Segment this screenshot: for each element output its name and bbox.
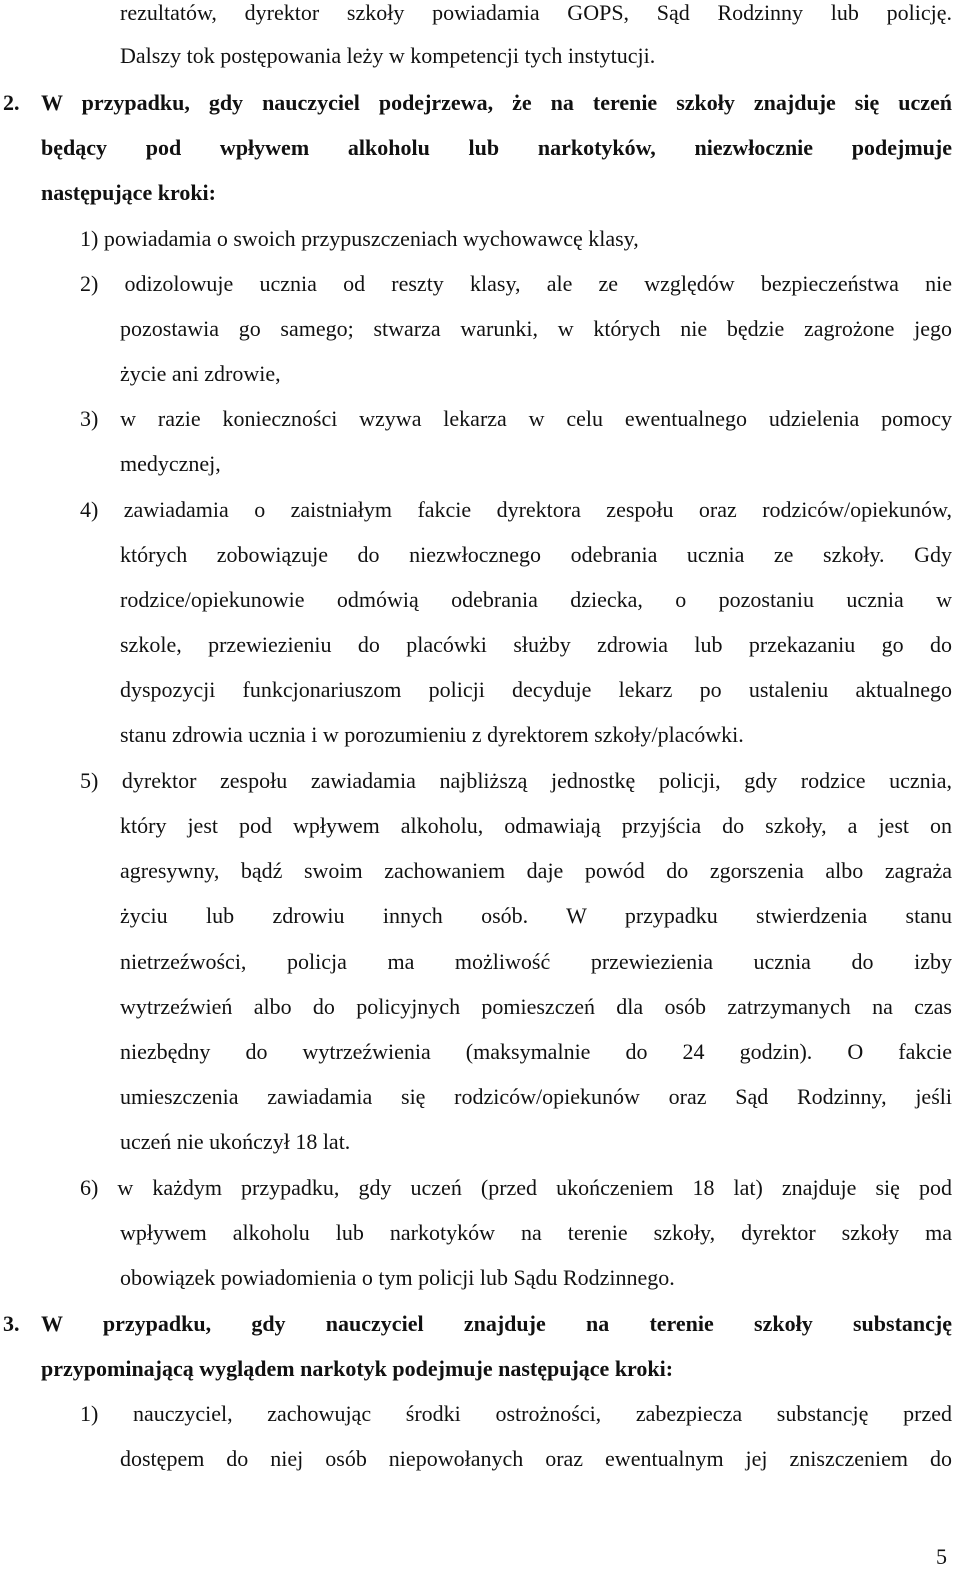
section-number: 3. [3,1311,20,1336]
list-item-line: 3) w razie konieczności wzywa lekarza w celu ewentualnego udzielenia pomocy [80,406,952,431]
list-item-line: 1) nauczyciel, zachowując środki ostrożności, zabezpiecza substancję przed [80,1401,952,1426]
list-item-line: dyspozycji funkcjonariuszom policji decyduje lekarz po ustaleniu aktualnego [120,677,952,702]
list-item-line: agresywny, bądź swoim zachowaniem daje powód do zgorszenia albo zagraża [120,858,952,883]
list-item-line: niezbędny do wytrzeźwienia (maksymalnie do 24 godzin). O fakcie [120,1039,952,1064]
list-item-line: wpływem alkoholu lub narkotyków na terenie szkoły, dyrektor szkoły ma [120,1220,952,1245]
list-item-line: umieszczenia zawiadamia się rodziców/opiekunów oraz Sąd Rodzinny, jeśli [120,1084,952,1109]
list-item-line: 6) w każdym przypadku, gdy uczeń (przed ukończeniem 18 lat) znajduje się pod [80,1175,952,1200]
list-item-line: który jest pod wpływem alkoholu, odmawiają przyjścia do szkoły, a jest on [120,813,952,838]
list-item-line: 1) powiadamia o swoich przypuszczeniach wychowawcę klasy, [80,226,639,251]
list-item-line: których zobowiązuje do niezwłocznego odebrania ucznia ze szkoły. Gdy [120,542,952,567]
text-line: rezultatów, dyrektor szkoły powiadamia GOPS, Sąd Rodzinny lub policję. [120,0,952,25]
list-item-line: stanu zdrowia ucznia i w porozumieniu z dyrektorem szkoły/placówki. [120,722,744,747]
list-item-line: dostępem do niej osób niepowołanych oraz ewentualnym jej zniszczeniem do [120,1446,952,1471]
list-item-line: wytrzeźwień albo do policyjnych pomieszczeń dla osób zatrzymanych na czas [120,994,952,1019]
list-item-line: życiu lub zdrowiu innych osób. W przypadku stwierdzenia stanu [120,903,952,928]
list-item-line: obowiązek powiadomienia o tym policji lub Sądu Rodzinnego. [120,1265,675,1290]
section-heading-line: następujące kroki: [41,180,216,205]
list-item-line: życie ani zdrowie, [120,361,281,386]
list-item-line: uczeń nie ukończył 18 lat. [120,1129,351,1154]
page-number: 5 [936,1544,947,1569]
text-line: Dalszy tok postępowania leży w kompetencji tych instytucji. [120,43,656,68]
list-item-line: pozostawia go samego; stwarza warunki, w których nie będzie zagrożone jego [120,316,952,341]
section-heading-line: przypominającą wyglądem narkotyk podejmuje następujące kroki: [41,1356,674,1381]
list-item-line: szkole, przewiezieniu do placówki służby zdrowia lub przekazaniu go do [120,632,952,657]
list-item-line: rodzice/opiekunowie odmówią odebrania dziecka, o pozostaniu ucznia w [120,587,952,612]
list-item-line: 2) odizolowuje ucznia od reszty klasy, ale ze względów bezpieczeństwa nie [80,271,952,296]
section-heading-line: W przypadku, gdy nauczyciel podejrzewa, że na terenie szkoły znajduje się uczeń [41,90,952,115]
section-heading-line: będący pod wpływem alkoholu lub narkotyków, niezwłocznie podejmuje [41,135,952,160]
list-item-line: medycznej, [120,451,221,476]
section-heading-line: W przypadku, gdy nauczyciel znajduje na terenie szkoły substancję [41,1311,952,1336]
section-number: 2. [3,90,20,115]
list-item-line: 5) dyrektor zespołu zawiadamia najbliższą jednostkę policji, gdy rodzice ucznia, [80,768,952,793]
list-item-line: nietrzeźwości, policja ma możliwość przewiezienia ucznia do izby [120,949,952,974]
list-item-line: 4) zawiadamia o zaistniałym fakcie dyrektora zespołu oraz rodziców/opiekunów, [80,497,952,522]
